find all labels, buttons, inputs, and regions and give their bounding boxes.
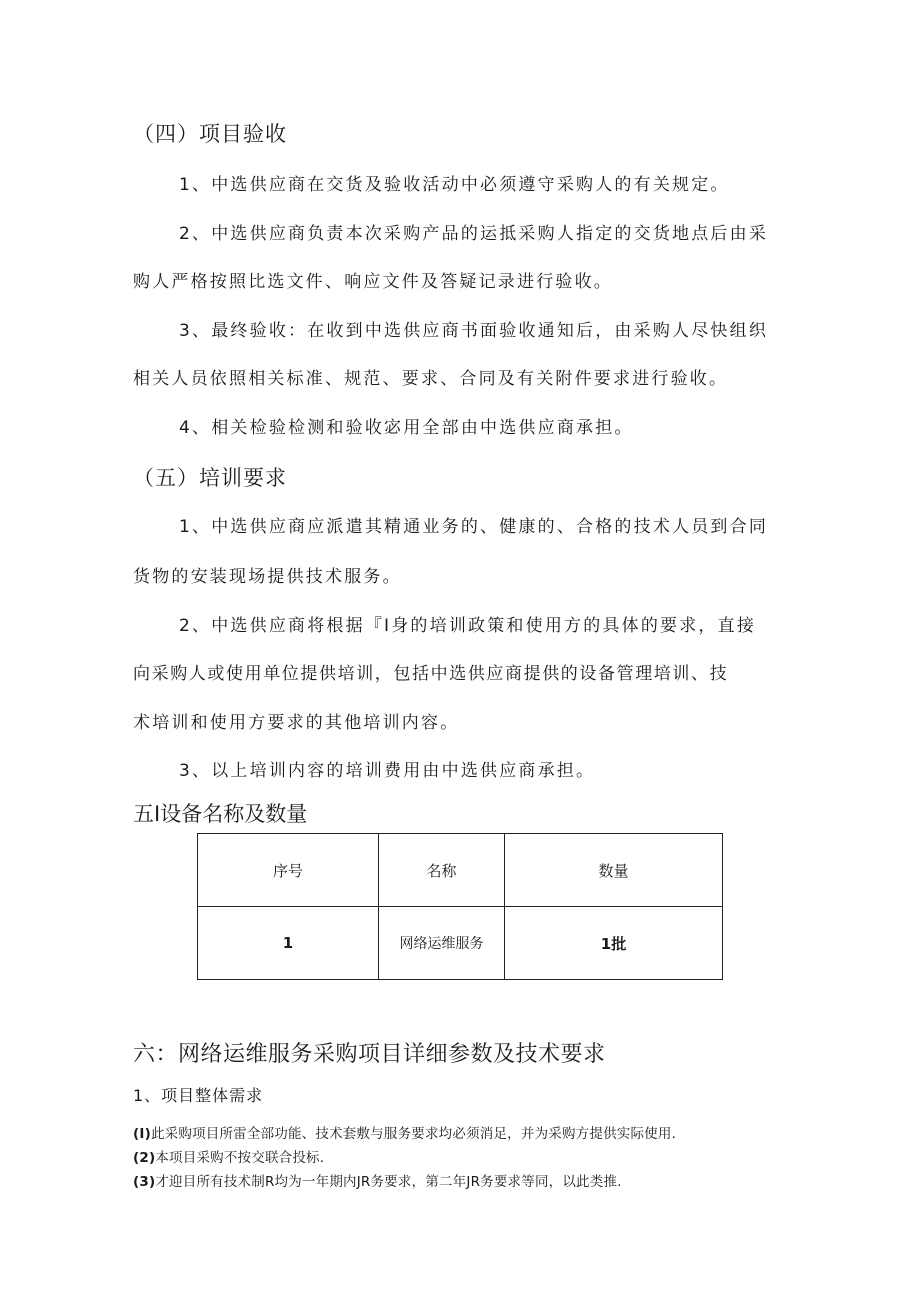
section5-item-1-cont: 货物的安装现场提供技术服务。 <box>133 567 402 587</box>
header-name: 名称 <box>379 834 505 907</box>
cell-index: 1 <box>198 907 379 980</box>
header-quantity: 数量 <box>505 834 723 907</box>
requirement-item-3 <box>133 1170 622 1190</box>
section5-item-1: 1、中选供应商应派遣其精通业务的、健康的、合格的技术人员到合同 <box>179 517 769 537</box>
table-row <box>198 907 723 980</box>
header-index: 序号 <box>198 834 379 907</box>
section4-item-2-cont: 购人严格按照比选文件、响应文件及答疑记录进行验收。 <box>133 272 613 292</box>
equipment-heading: 五I设备名称及数量 <box>133 802 308 826</box>
cell-quantity: 1批 <box>505 907 723 980</box>
section4-heading: （四）项目验收 <box>133 122 287 146</box>
section5-heading: （五）培训要求 <box>133 466 287 490</box>
requirement-item-1 <box>133 1122 676 1142</box>
requirement-item-2 <box>133 1146 324 1166</box>
section6-heading: 六：网络运维服务采购项目详细参数及技术要求 <box>133 1042 606 1067</box>
section4-item-1: 1、中选供应商在交货及验收活动中必须遵守采购人的有关规定。 <box>179 175 730 195</box>
requirement-text: 本项目采购不按交联合投标. <box>155 1150 325 1166</box>
section5-item-3: 3、以上培训内容的培训费用由中选供应商承担。 <box>179 761 596 781</box>
section4-item-4: 4、相关检验检测和验收宓用全部由中选供应商承担。 <box>179 418 634 438</box>
requirement-number: (2) <box>133 1150 156 1166</box>
requirement-text: 才迎目所有技术制R均为一年期内JR务要求，第二年JR务要求等同，以此类推. <box>155 1174 622 1190</box>
requirement-text: 此采购项目所雷全部功能、技术套敷与服务要求均必须消足，并为采购方提供实际使用. <box>150 1126 677 1142</box>
section4-item-3: 3、最终验收：在收到中选供应商书面验收通知后，由采购人尽快组织 <box>179 321 769 341</box>
requirement-number: (3) <box>133 1174 156 1190</box>
section4-item-2: 2、中选供应商负责本次采购产品的运抵采购人指定的交货地点后由采 <box>179 224 769 244</box>
section5-item-2: 2、中选供应商将根据『I身的培训政策和使用方的具体的要求，直接 <box>179 616 757 636</box>
section5-item-2-cont: 向采购人或使用单位提供培训，包括中选供应商提供的设备管理培训、技 <box>133 664 729 684</box>
equipment-table <box>197 833 723 980</box>
section5-item-2-cont2: 术培训和使用方要求的其他培训内容。 <box>133 713 460 733</box>
cell-name: 网络运维服务 <box>379 907 505 980</box>
table-header-row <box>198 834 723 907</box>
section4-item-3-cont: 相关人员依照相关标准、规范、要求、合同及有关附件要求进行验收。 <box>133 369 729 389</box>
section6-subheading: 1、项目整体需求 <box>133 1086 264 1105</box>
requirement-number: (I) <box>133 1126 151 1142</box>
